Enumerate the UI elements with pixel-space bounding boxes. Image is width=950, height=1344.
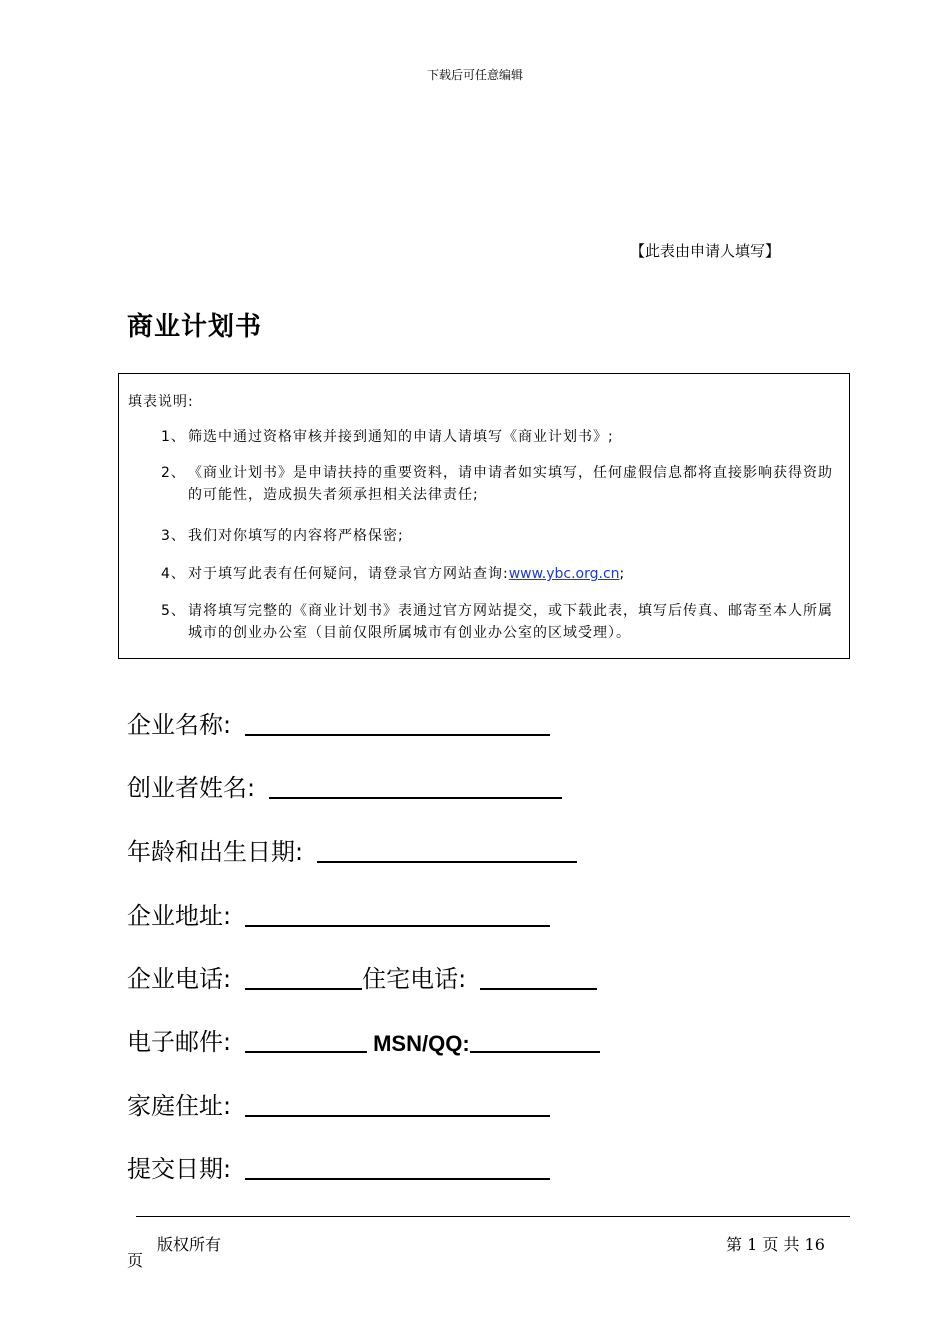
company-address-blank[interactable] xyxy=(245,924,550,927)
email-blank[interactable] xyxy=(245,1050,367,1053)
footer-divider xyxy=(136,1216,850,1217)
instruction-number: 1、 xyxy=(161,429,186,445)
email-label: 电子邮件: xyxy=(127,1028,232,1056)
instruction-text: 对于填写此表有任何疑问，请登录官方网站查询: xyxy=(188,566,509,582)
company-name-label: 企业名称: xyxy=(127,711,232,739)
home-phone-label: 住宅电话: xyxy=(362,965,467,993)
instruction-text: 我们对你填写的内容将严格保密; xyxy=(188,528,404,544)
instruction-number: 2、 xyxy=(161,465,186,481)
instruction-text-end: ; xyxy=(619,566,626,582)
company-name-blank[interactable] xyxy=(245,733,550,736)
header-note: 下载后可任意编辑 xyxy=(426,68,523,82)
footer-copyright: 版权所有 xyxy=(157,1235,222,1254)
instruction-text: 请将填写完整的《商业计划书》表通过官方网站提交，或下载此表，填写后传真、邮寄至本人所属城市的创业办公室（目前仅限所属城市有创业办公室的区域受理）。 xyxy=(188,603,833,641)
msn-qq-label: MSN/QQ: xyxy=(373,1031,470,1056)
home-address-label: 家庭住址: xyxy=(127,1092,232,1120)
home-address-blank[interactable] xyxy=(245,1114,550,1117)
field-home-address xyxy=(127,1081,550,1121)
instruction-item-1 xyxy=(161,426,841,448)
field-company-address xyxy=(127,891,550,931)
footer-page-wrap: 页 xyxy=(127,1251,144,1270)
company-address-label: 企业地址: xyxy=(127,902,232,930)
home-phone-blank[interactable] xyxy=(480,987,597,990)
instruction-number: 4、 xyxy=(161,566,186,582)
field-company-name xyxy=(127,700,550,740)
founder-name-blank[interactable] xyxy=(269,796,562,799)
instruction-text: 筛选中通过资格审核并接到通知的申请人请填写《商业计划书》; xyxy=(188,429,614,445)
submit-date-label: 提交日期: xyxy=(127,1155,232,1183)
age-birth-blank[interactable] xyxy=(317,860,577,863)
founder-name-label: 创业者姓名: xyxy=(127,774,256,802)
age-birth-label: 年龄和出生日期: xyxy=(127,838,304,866)
instruction-item-4 xyxy=(161,563,841,585)
field-email-msn xyxy=(127,1017,600,1057)
instructions-heading: 填表说明: xyxy=(128,394,194,410)
submit-date-blank[interactable] xyxy=(245,1177,550,1180)
instruction-number: 3、 xyxy=(161,528,186,544)
field-age-birth xyxy=(127,827,577,867)
instruction-item-2 xyxy=(161,462,841,506)
field-phones xyxy=(127,954,597,994)
field-founder-name xyxy=(127,763,562,803)
instructions-box xyxy=(118,373,850,659)
msn-qq-blank[interactable] xyxy=(470,1050,600,1053)
field-submit-date xyxy=(127,1144,550,1184)
instruction-item-3 xyxy=(161,525,841,547)
fill-note: 【此表由申请人填写】 xyxy=(630,242,781,260)
instruction-item-5 xyxy=(161,600,841,644)
footer-page-info: 第 1 页 共 16 xyxy=(726,1235,825,1254)
document-title: 商业计划书 xyxy=(127,312,263,342)
company-phone-blank[interactable] xyxy=(245,987,362,990)
website-link[interactable]: www.ybc.org.cn xyxy=(508,566,620,582)
instruction-text: 《商业计划书》是申请扶持的重要资料，请申请者如实填写，任何虚假信息都将直接影响获得资助的可能性，造成损失者须承担相关法律责任; xyxy=(188,465,833,503)
company-phone-label: 企业电话: xyxy=(127,965,232,993)
instruction-number: 5、 xyxy=(161,603,186,619)
